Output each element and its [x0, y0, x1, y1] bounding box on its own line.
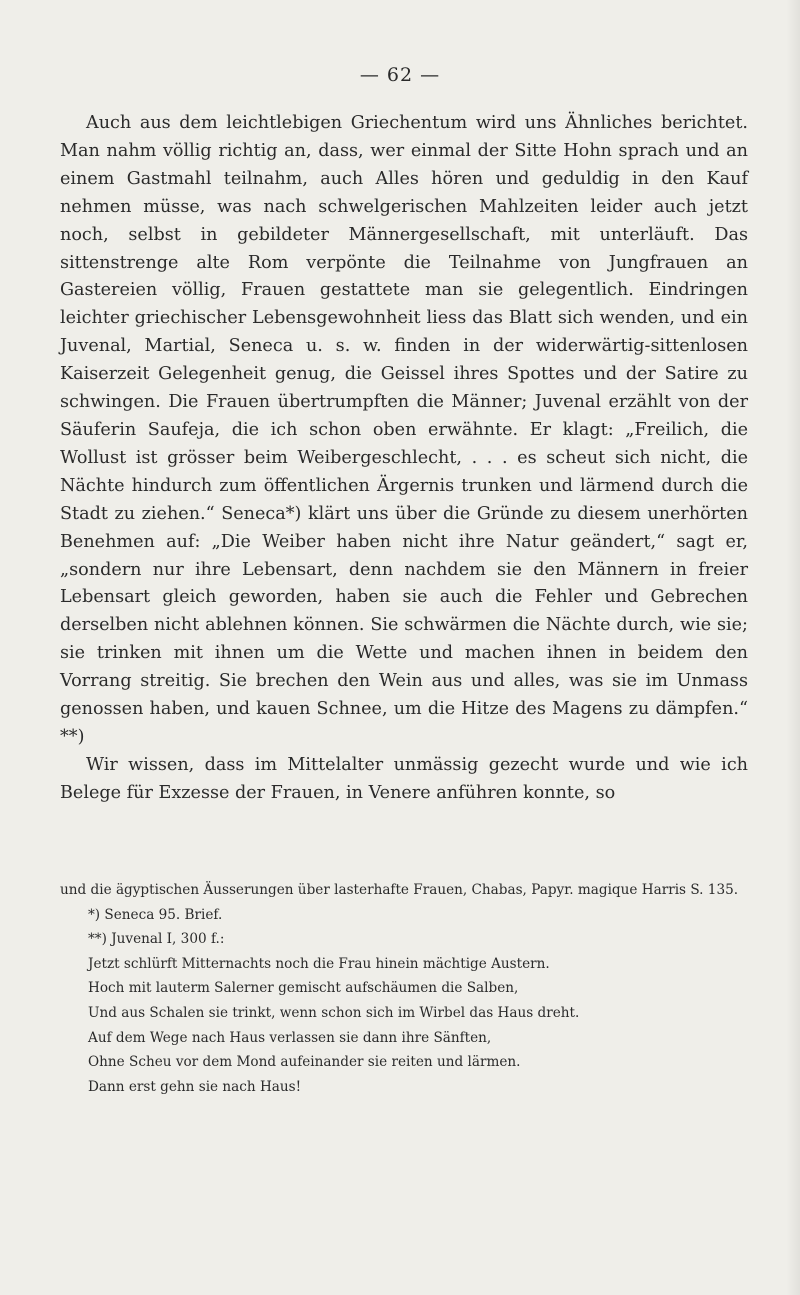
poem-line: Jetzt schlürft Mitternachts noch die Frau hinein mächtige Austern.	[88, 955, 550, 972]
poem-line: Dann erst gehn sie nach Haus!	[88, 1078, 302, 1095]
poem-line: Und aus Schalen sie trinkt, wenn schon sich im Wirbel das Haus dreht.	[88, 1004, 580, 1021]
footnote-continuation: und die ägyptischen Äusserungen über lasterhafte Frauen, Chabas, Papyr. magique Harris S. 135.	[60, 882, 739, 898]
page-number: — 62 —	[359, 64, 441, 86]
poem-line: Auf dem Wege nach Haus verlassen sie dann ihre Sänften,	[88, 1029, 492, 1046]
footnote-seneca: *) Seneca 95. Brief.	[88, 906, 223, 923]
poem-line: Ohne Scheu vor dem Mond aufeinander sie reiten und lärmen.	[88, 1054, 521, 1071]
poem-line: Hoch mit lauterm Salerner gemischt aufschäumen die Salben,	[88, 980, 519, 997]
main-text	[60, 110, 748, 808]
footnote-juvenal: **) Juvenal I, 300 f.:	[88, 931, 225, 948]
paragraph-1: Auch aus dem leichtlebigen Griechentum wird uns Ähnliches berichtet. Man nahm völlig richtig an, dass, wer einmal der Sitte Hohn sprach und an einem Gastmahl teilnahm, auch Alles hören und geduldig in den Kauf nehmen müsse, was nach schwelgerischen Mahlzeiten leider auch jetzt noch, selbst in gebildeter Männergesellschaft, mit unterläuft. Das sittenstrenge alte Rom verpönte die Teilnahme von Jungfrauen an Gastereien völlig, Frauen gestattete man sie gelegentlich. Eindringen leichter griechischer Lebensgewohnheit liess das Blatt sich wenden, und ein Juvenal, Martial, Seneca u. s. w. finden in der widerwärtig-sittenlosen Kaiserzeit Gelegenheit genug, die Geissel ihres Spottes und der Satire zu schwingen. Die Frauen übertrumpften die Männer; Juvenal erzählt von der Säuferin Saufeja, die ich schon oben erwähnte. Er klagt: „Freilich, die Wollust ist grösser beim Weibergeschlecht, . . . es scheut sich nicht, die Nächte hindurch zum öffentlichen Ärgernis trunken und lärmend durch die Stadt zu ziehen.“ Seneca*) klärt uns über die Gründe zu diesem unerhörten Benehmen auf: „Die Weiber haben nicht ihre Natur geändert,“ sagt er, „sondern nur ihre Lebensart, denn nachdem sie den Männern in freier Lebensart gleich geworden, haben sie auch die Fehler und Gebrechen derselben nicht ablehnen können. Sie schwärmen die Nächte durch, wie sie; sie trinken mit ihnen um die Wette und machen ihnen in beidem den Vorrang streitig. Sie brechen den Wein aus und alles, was sie im Unmass genossen haben, und kauen Schnee, um die Hitze des Magens zu dämpfen.“ **)	[60, 113, 748, 747]
paragraph-2: Wir wissen, dass im Mittelalter unmässig gezecht wurde und wie ich Belege für Exzesse der Frauen, in Venere anführen konnte, so	[60, 754, 748, 803]
footnotes	[60, 878, 748, 1099]
page-edge-shadow	[786, 0, 800, 1295]
